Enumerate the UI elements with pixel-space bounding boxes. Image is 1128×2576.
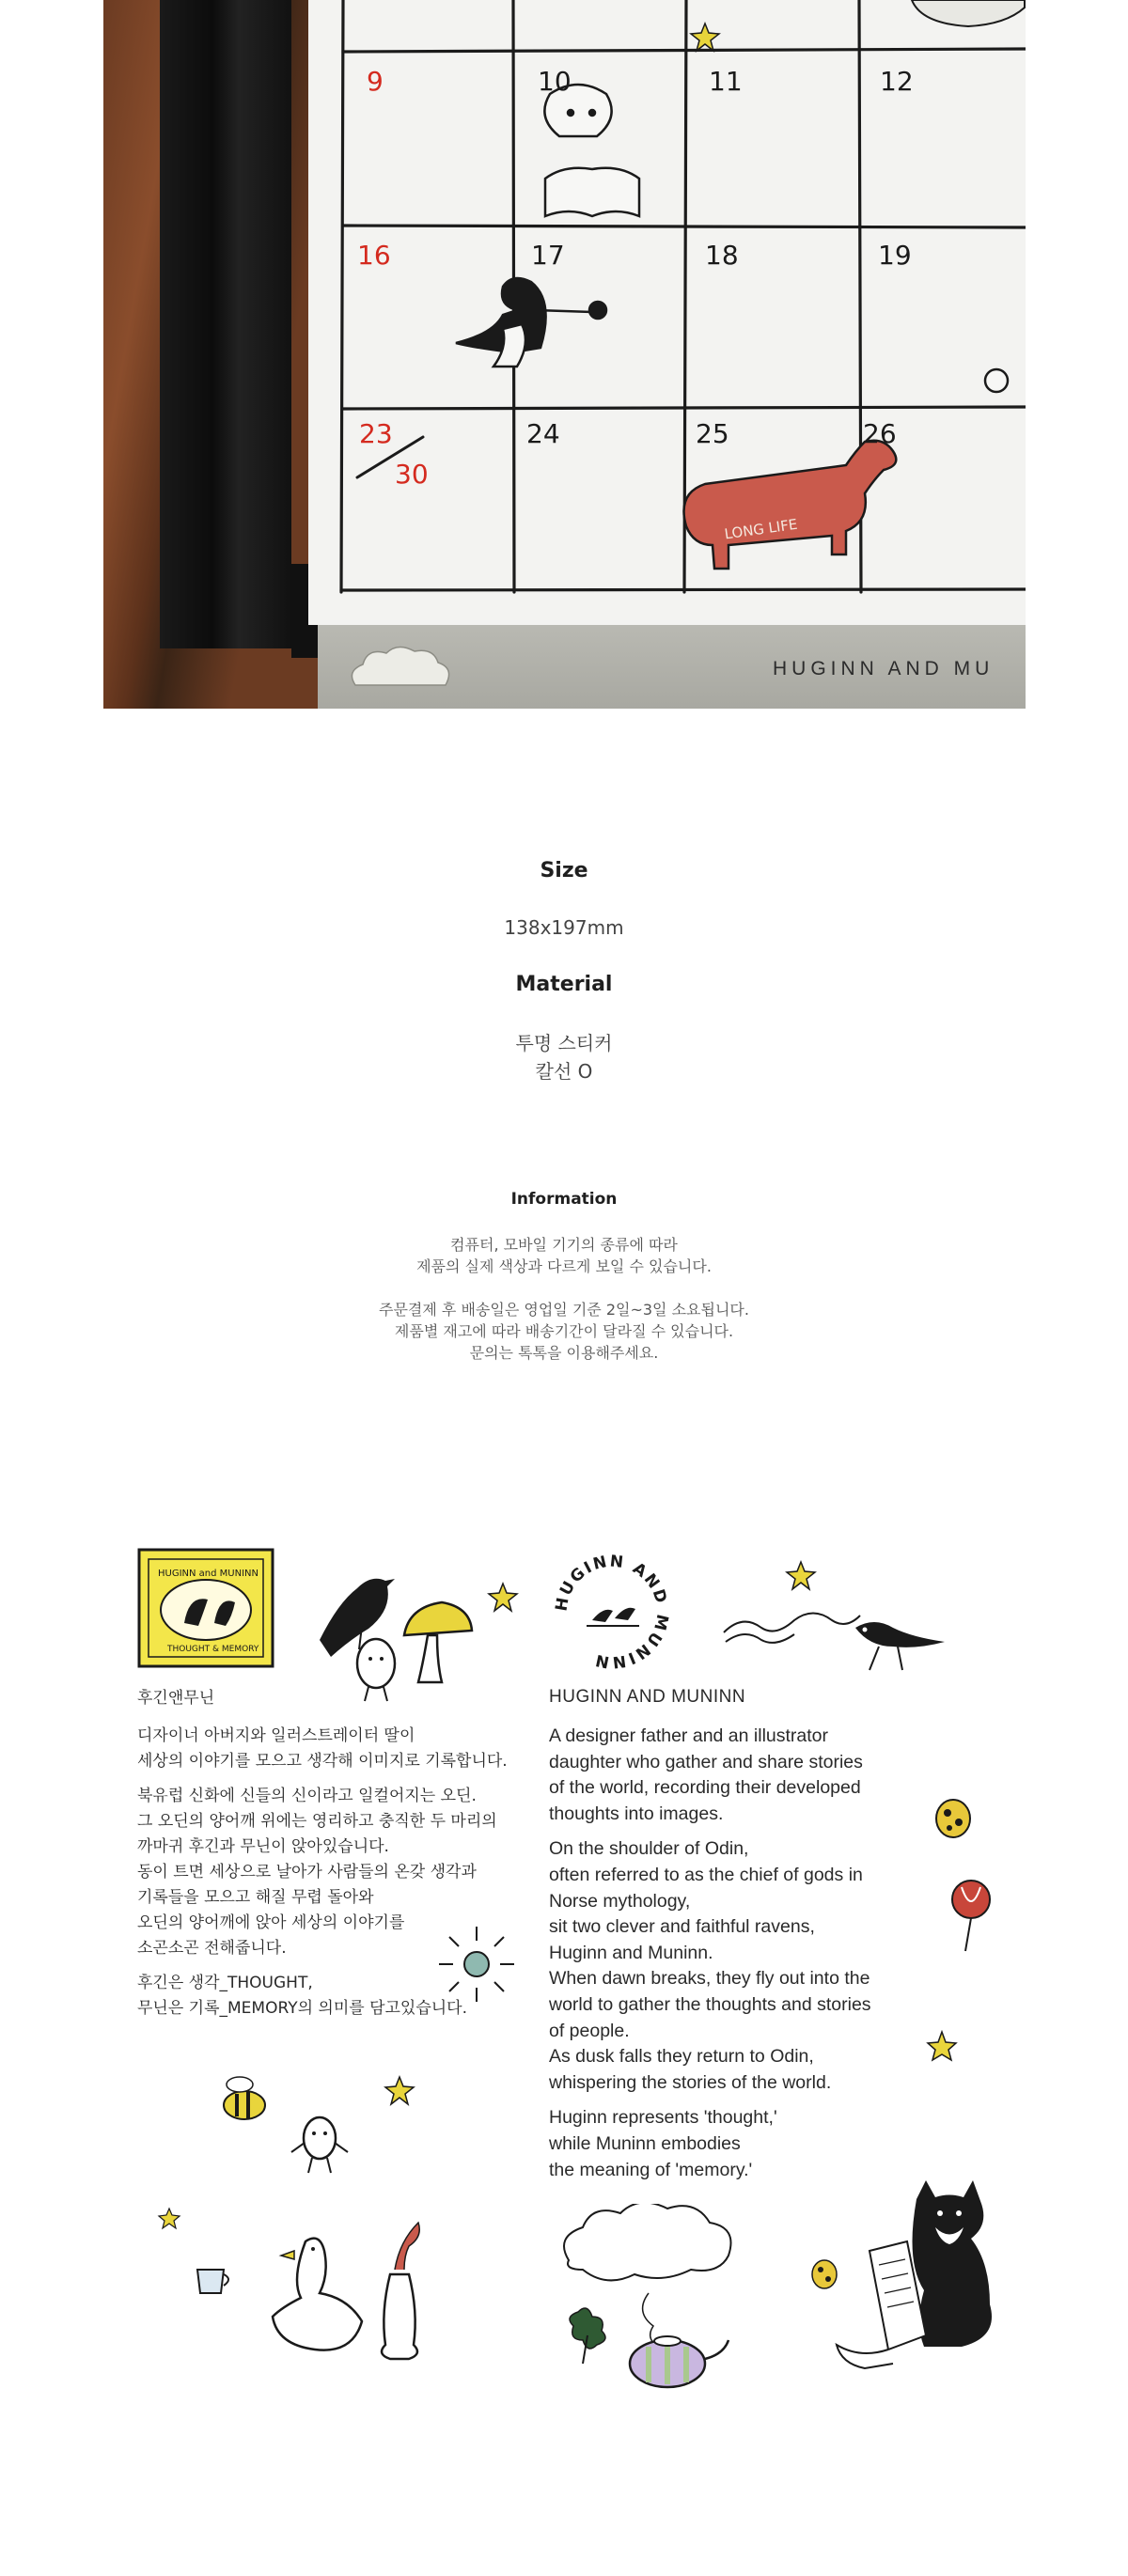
svg-text:LONG LIFE: LONG LIFE [723,515,799,543]
dachshund-sticker [684,441,897,569]
information-line: 컴퓨터, 모바일 기기의 종류에 따라 [450,1236,678,1254]
material-label: Material [515,973,613,996]
calendar-grid [103,0,1026,709]
duck-candle-illustration [155,2204,484,2382]
calendar-date: 30 [395,459,429,490]
huginn-muninn-round-logo [553,1553,671,1671]
material-value: 투명 스티커 [515,1032,613,1054]
korean-brand-title: 후긴앤무닌 [137,1689,215,1708]
information-line: 제품별 재고에 따라 배송기간이 달라질 수 있습니다. [394,1322,734,1340]
svg-text:HUGINN and MUNINN: HUGINN and MUNINN [158,1569,259,1579]
calendar-date: 17 [531,240,565,271]
calendar-date: 9 [367,66,384,97]
brand-label: HUGINN AND MU [773,658,995,679]
star-icon [925,2030,959,2064]
dog-sticker [912,0,1025,26]
svg-text:THOUGHT & MEMORY: THOUGHT & MEMORY [167,1645,259,1654]
size-value: 138x197mm [504,916,624,939]
english-brand-title: HUGINN AND MUNINN [549,1687,746,1707]
penguin-sticker [456,278,606,367]
dog-with-book-sticker [544,85,639,216]
information-title: Information [510,1190,618,1209]
information-line: 문의는 톡톡을 이용해주세요. [469,1344,659,1362]
information-line: 주문결제 후 배송일은 영업일 기준 2일~3일 소요됩니다. [379,1301,749,1319]
calendar-date: 12 [880,66,914,97]
crow-egg-mushroom-illustration [310,1555,526,1706]
information-line: 제품의 실제 색상과 다르게 보일 수 있습니다. [416,1257,712,1275]
calendar-date: 18 [705,240,739,271]
balloon-illustration [943,1876,999,1960]
star-sticker [691,23,719,51]
cloud-sticker [346,644,459,693]
material-value: 칼선 O [535,1060,593,1083]
svg-text:HUGINN AND MUNINN: HUGINN AND MUNINN [553,1553,671,1671]
calendar-date: 19 [878,240,912,271]
english-brand-story: A designer father and an illustrator daughter who gather and share stories of the world, recording their developed thoughts into images. On the shoulder of Odin, often referred to as the chief of gods in Norse mythology, sit two clever and faithful ravens, Huginn and Muninn. When dawn breaks, they fly out into the world to gather the thoughts and stories of people. As dusk falls they return to Odin, whispering the stories of the world. Huginn represents 'thought,' while Muninn embodies the meaning of 'memory.' [549,1725,871,2180]
size-label: Size [540,859,588,882]
product-photo [103,0,1026,709]
korean-brand-story: 디자이너 아버지와 일러스트레이터 딸이 세상의 이야기를 모으고 생각해 이미지로 기록합니다. 북유럽 신화에 신들의 신이라고 일컬어지는 오딘. 그 오딘의 양어깨 위에는 영리하고 충직한 두 마리의 까마귀 후긴과 무닌이 앉아있습니다. 동이 트면 세상으로 날아가 사람들의 온갖 생각과 기록들을 모으고 해질 무렵 돌아와 오딘의 양어깨에 앉아 세상의 이야기를 소곤소곤 전해줍니다. 후긴은 생각_THOUGHT, 무닌은 기록_MEMORY의 의미를 담고있습니다. [137,1726,508,2018]
calendar-date: 10 [538,66,572,97]
calendar-date: 25 [696,418,729,449]
bird-ribbon-illustration [714,1553,949,1694]
bee-egg-illustration [207,2068,423,2190]
calendar-date: 23 [359,418,393,449]
calendar-date: 16 [357,240,391,271]
ladybug-illustration [923,1790,989,1847]
calendar-date: 26 [863,418,897,449]
skull-sticker [985,369,1008,392]
calendar-date: 11 [709,66,743,97]
huginn-muninn-square-logo [137,1548,274,1668]
cat-scroll-illustration [804,2162,1001,2378]
calendar-date: 24 [526,418,560,449]
teapot-cloud-illustration [555,2204,771,2392]
sun-planet-illustration [434,1922,519,2006]
